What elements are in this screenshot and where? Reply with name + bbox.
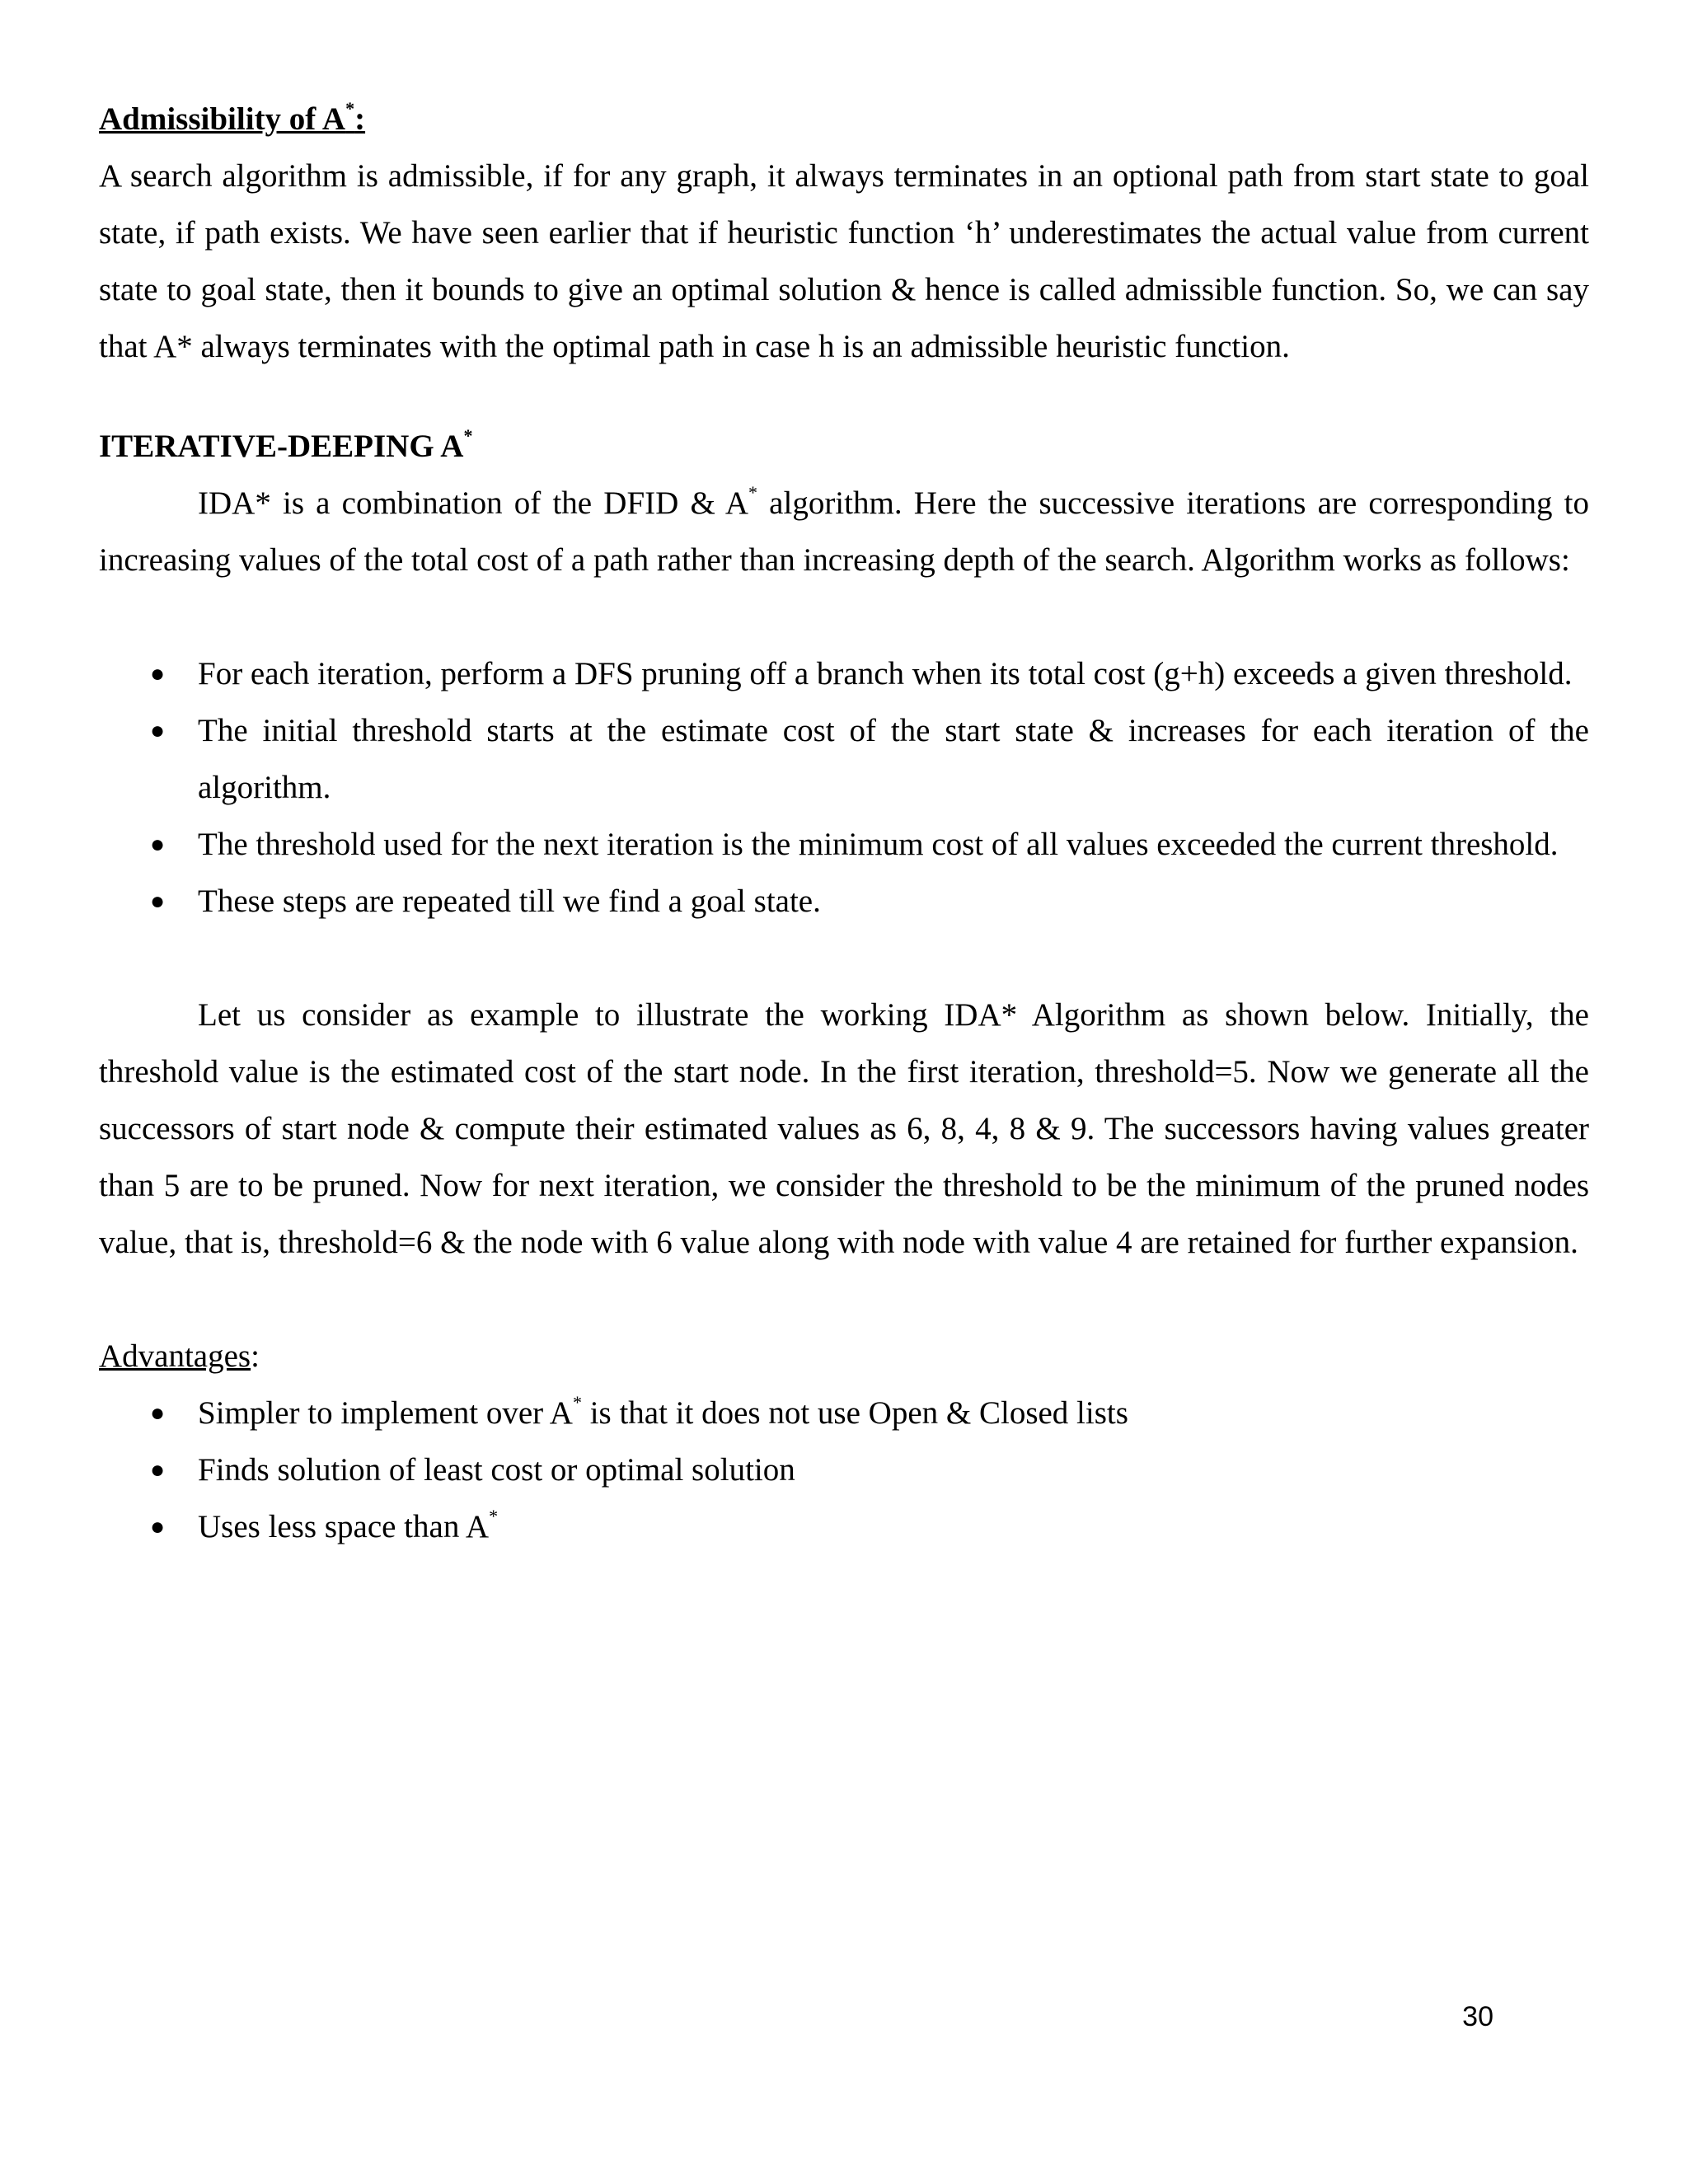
admissibility-paragraph: A search algorithm is admissible, if for any graph, it always terminates in an optional path from start state to goal state, if path exists. We have seen earlier that if heuristic function ‘h’ underestimates the actual value from current state to goal state, then it bounds to give an optimal solution & hence is called admissible function. So, we can say that A* always terminates with the optimal path in case h is an admissible heuristic function. xyxy=(99,158,1589,364)
advantage-3-sup: * xyxy=(489,1506,499,1526)
bullet-icon: ● xyxy=(150,1513,166,1540)
admissibility-heading xyxy=(99,91,1589,148)
ida-intro-paragraph xyxy=(99,475,1589,588)
ida-heading xyxy=(99,418,1589,475)
bullet-icon: ● xyxy=(150,1399,166,1427)
ida-steps-list xyxy=(99,645,1589,930)
advantages-heading-text: Advantages xyxy=(99,1338,251,1374)
advantage-1-part1: Simpler to implement over A xyxy=(198,1395,573,1431)
ida-intro-part2: algorithm. Here the successive iterations are corresponding to increasing values of the total cost of a path rather than increasing depth of the search. Algorithm works as follows: xyxy=(99,485,1589,578)
list-item xyxy=(99,816,1589,873)
list-item xyxy=(99,1498,1589,1555)
advantage-2-text: Finds solution of least cost or optimal solution xyxy=(198,1452,795,1488)
example-paragraph: Let us consider as example to illustrate the working IDA* Algorithm as shown below. Initially, the threshold value is the estimated cost of the start node. In the first iteration, threshold=5. Now we generate all the successors of start node & compute their estimated values as 6, 8, 4, 8 & 9. The successors having values greater than 5 are to be pruned. Now for next iteration, we consider the threshold to be the minimum of the pruned nodes value, that is, threshold=6 & the node with 6 value along with node with value 4 are retained for further expansion. xyxy=(99,997,1589,1260)
bullet-icon: ● xyxy=(150,888,166,915)
ida-heading-sup: * xyxy=(463,425,473,446)
advantages-list xyxy=(99,1385,1589,1555)
list-item xyxy=(99,1385,1589,1441)
list-item xyxy=(99,1441,1589,1498)
bullet-icon: ● xyxy=(150,831,166,858)
advantage-1-sup: * xyxy=(572,1392,582,1413)
list-item-text: The threshold used for the next iteration is the minimum cost of all values exceeded the current threshold. xyxy=(198,827,1559,862)
list-item xyxy=(99,645,1589,702)
bullet-icon: ● xyxy=(150,717,166,744)
bullet-icon: ● xyxy=(150,1456,166,1483)
admissibility-heading-text: Admissibility of A xyxy=(99,101,346,137)
ida-heading-text: ITERATIVE-DEEPING A xyxy=(99,429,464,464)
advantage-1-part2: is that it does not use Open & Closed lists xyxy=(581,1395,1128,1431)
bullet-icon: ● xyxy=(150,660,166,687)
list-item xyxy=(99,873,1589,930)
admissibility-heading-sup: * xyxy=(345,98,355,119)
list-item-text: For each iteration, perform a DFS pruning off a branch when its total cost (g+h) exceeds a given threshold. xyxy=(198,656,1573,691)
advantages-heading xyxy=(99,1328,1589,1385)
list-item-text: The initial threshold starts at the estimate cost of the start state & increases for each iteration of the algorithm. xyxy=(198,713,1589,805)
list-item-text: These steps are repeated till we find a goal state. xyxy=(198,883,821,919)
spacer xyxy=(99,588,1589,645)
advantages-heading-colon: : xyxy=(251,1338,260,1374)
page-number: 30 xyxy=(1462,2001,1493,2032)
advantage-3-part1: Uses less space than A xyxy=(198,1509,490,1544)
spacer xyxy=(99,375,1589,418)
spacer xyxy=(99,1271,1589,1328)
document-page xyxy=(99,91,1589,1555)
list-item xyxy=(99,702,1589,816)
spacer xyxy=(99,930,1589,987)
ida-intro-part1: IDA* is a combination of the DFID & A xyxy=(198,485,748,521)
admissibility-heading-colon: : xyxy=(354,101,366,137)
ida-intro-sup: * xyxy=(748,482,757,503)
